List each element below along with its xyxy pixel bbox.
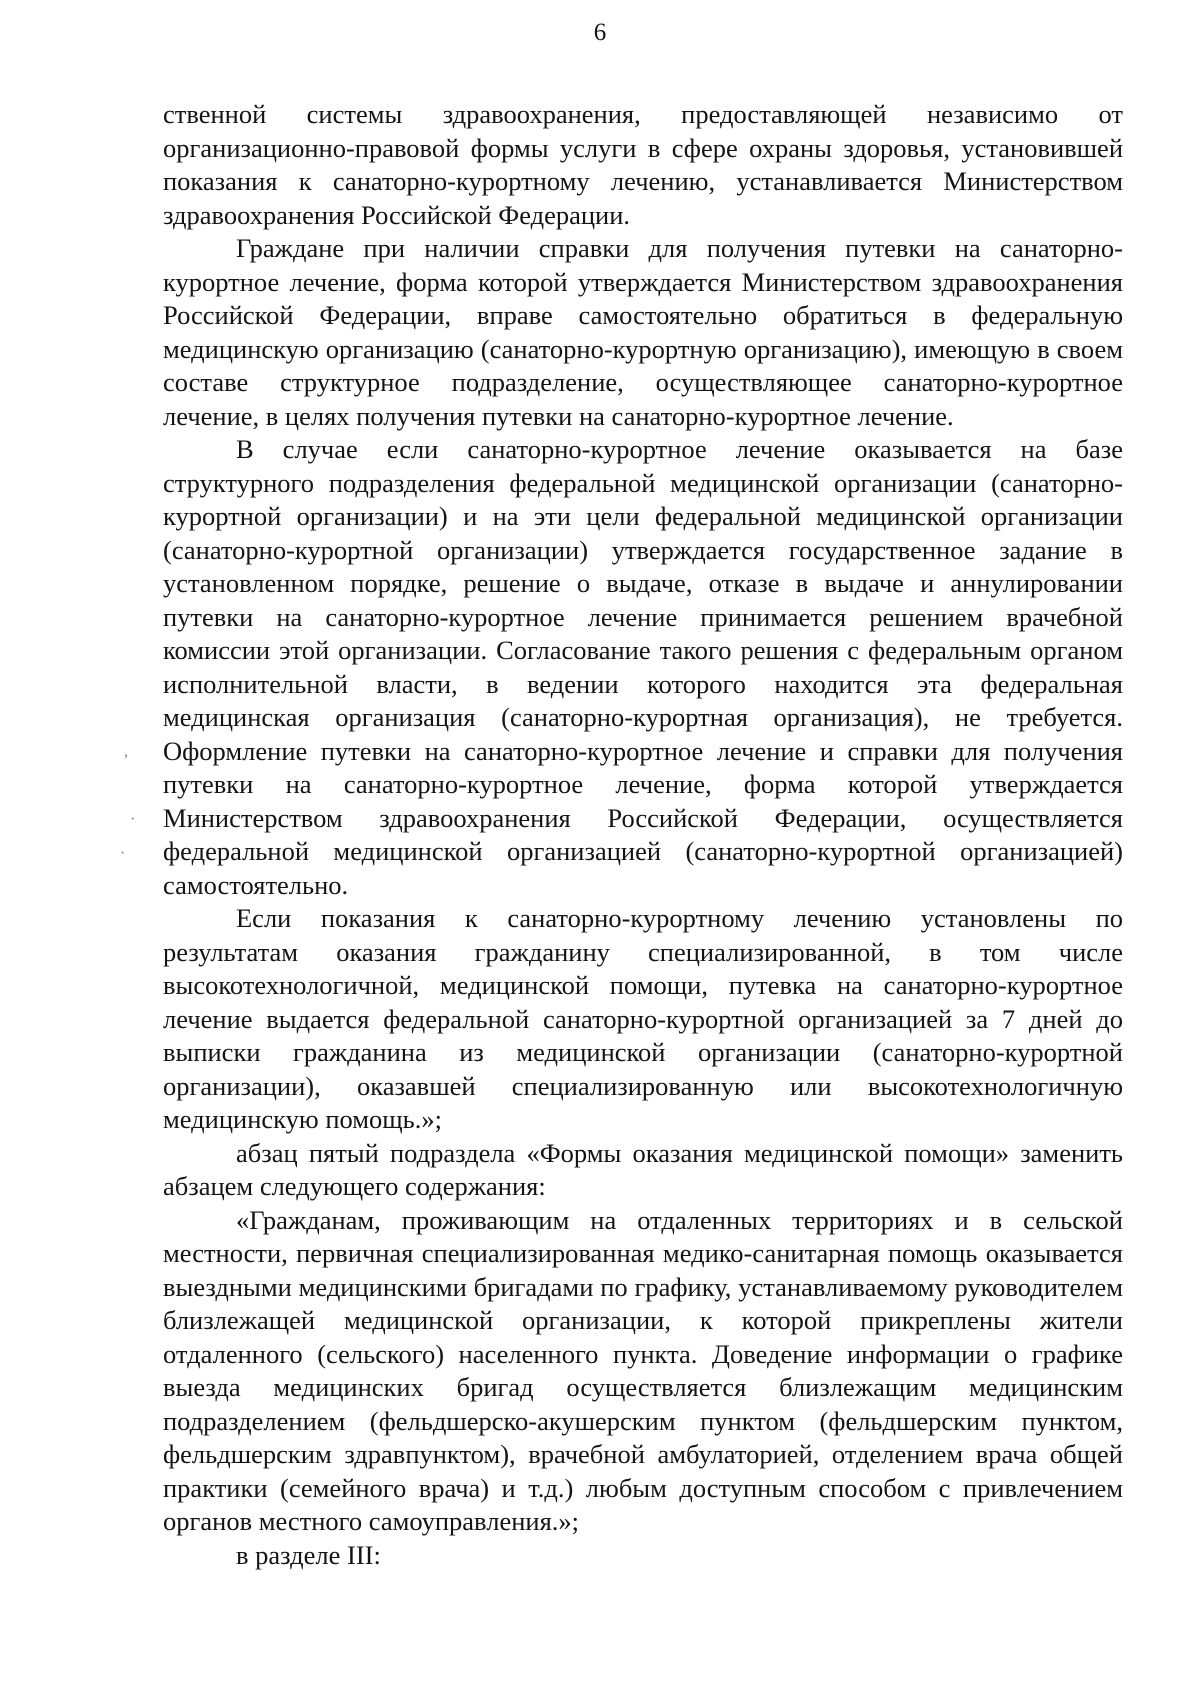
page-number: 6 [593, 19, 607, 46]
paragraph-high-tech-care: Если показания к санаторно-курортному лечению установлены по результатам оказания гражданину специализированной, в том числе высокотехнологичной, медицинской помощи, путевка на санаторно-курортное лечение выдается федеральной санаторно-курортной организацией за 7 дней до выписки гражданина из медицинской организации (санаторно-курортной организации), оказавшей специализированную или высокотехнологичную медицинскую помощь.»; [163, 903, 1123, 1134]
paragraph-amendment-instruction: абзац пятый подраздела «Формы оказания медицинской помощи» заменить абзацем следующего содержания: [163, 1137, 1123, 1201]
paragraph-continuation: ственной системы здравоохранения, предоставляющей независимо от организационно-правовой формы услуги в сфере охраны здоровья, установившей показания к санаторно-курортному лечению, устанавливается Министерством здравоохранения Российской Федерации. [163, 99, 1123, 230]
scan-speck: · [130, 811, 136, 828]
paragraph-citizens-referral: Граждане при наличии справки для получения путевки на санаторно-курортное лечение, форма которой утверждается Министерством здравоохранения Российской Федерации, вправе самостоятельно обратиться в федеральную медицинскую организацию (санаторно-курортную организацию), имеющую в своем составе структурное подразделение, осуществляющее санаторно-курортное лечение, в целях получения путевки на санаторно-курортное лечение. [163, 233, 1123, 431]
scan-speck: , [124, 743, 128, 760]
scan-speck: · [120, 845, 126, 862]
paragraph-section-three: в разделе III: [236, 1539, 381, 1570]
document-body [163, 98, 1123, 1572]
paragraph-remote-territories: «Гражданам, проживающим на отдаленных территориях и в сельской местности, первичная специализированная медико-санитарная помощь оказывается выездными медицинскими бригадами по графику, устанавливаемому руководителем близлежащей медицинской организации, к которой прикреплены жители отдаленного (сельского) населенного пункта. Доведение информации о графике выезда медицинских бригад осуществляется близлежащим медицинским подразделением (фельдшерско-акушерским пунктом (фельдшерским пунктом, фельдшерским здравпунктом), врачебной амбулаторией, отделением врача общей практики (семейного врача) и т.д.) любым доступным способом с привлечением органов местного самоуправления.»; [163, 1204, 1123, 1536]
paragraph-structural-unit-case: В случае если санаторно-курортное лечение оказывается на базе структурного подразделения федеральной медицинской организации (санаторно-курортной организации) и на эти цели федеральной медицинской организации (санаторно-курортной организации) утверждается государственное задание в установленном порядке, решение о выдаче, отказе в выдаче и аннулировании путевки на санаторно-курортное лечение принимается решением врачебной комиссии этой организации. Согласование такого решения с федеральным органом исполнительной власти, в ведении которого находится эта федеральная медицинская организация (санаторно-курортная организация), не требуется. Оформление путевки на санаторно-курортное лечение и справки для получения путевки на санаторно-курортное лечение, форма которой утверждается Министерством здравоохранения Российской Федерации, осуществляется федеральной медицинской организацией (санаторно-курортной организацией) самостоятельно. [163, 434, 1123, 900]
